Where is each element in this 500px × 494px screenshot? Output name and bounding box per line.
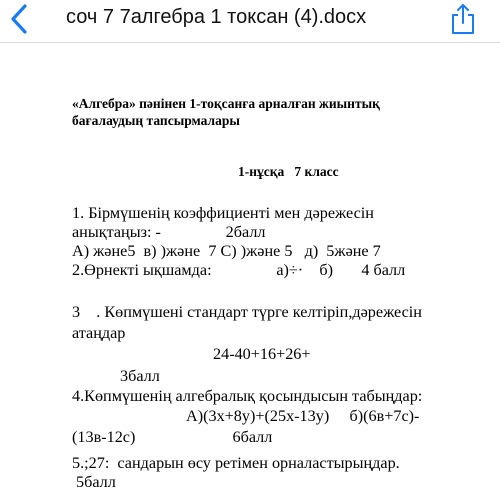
task-2-line: 2.Өрнекті ықшамда: а)÷· б) 4 балл xyxy=(72,261,406,279)
share-button[interactable] xyxy=(448,1,478,37)
task-3-points: 3балл xyxy=(120,367,160,385)
back-button[interactable] xyxy=(4,2,34,36)
document-heading: «Алгебра» пәнінен 1-тоқсанға арналған жиынтық бағалаудың тапсырмалары xyxy=(72,96,380,128)
task-1-options: А) және5 в) )және 7 С) )және 5 д) 5және 7 xyxy=(72,242,381,260)
task-4-line-1: 4.Көпмүшенің алгебралық қосындысын табыңдар: xyxy=(72,387,423,405)
task-5-line-1: 5.;27: сандарын өсу ретімен орналастырыңдар. xyxy=(72,454,400,472)
task-4-line-3: (13в-12с) 6балл xyxy=(72,428,273,446)
task-4-line-2: А)(3х+8у)+(25х-13у) б)(6в+7с)- xyxy=(186,407,420,425)
task-1-line-1: 1. Бірмүшенің коэффициенті мен дәрежесін xyxy=(72,204,374,222)
chevron-left-icon xyxy=(10,4,28,34)
navigation-bar xyxy=(0,0,500,43)
share-icon xyxy=(450,3,476,35)
variant-label: 1-нұсқа 7 класс xyxy=(238,164,339,179)
task-3-line-2: атаңдар xyxy=(72,324,126,342)
task-5-points: 5балл xyxy=(76,473,116,491)
document-title: соч 7 7алгебра 1 токсан (4).docx xyxy=(66,6,367,28)
task-1-line-2: анықтаңыз: - 2балл xyxy=(72,223,266,241)
task-3-expression: 24-40+16+26+ xyxy=(213,345,311,363)
task-3-line-1: 3 . Көпмүшені стандарт түрге келтіріп,дәрежесін xyxy=(72,303,422,321)
document-content xyxy=(0,43,500,494)
